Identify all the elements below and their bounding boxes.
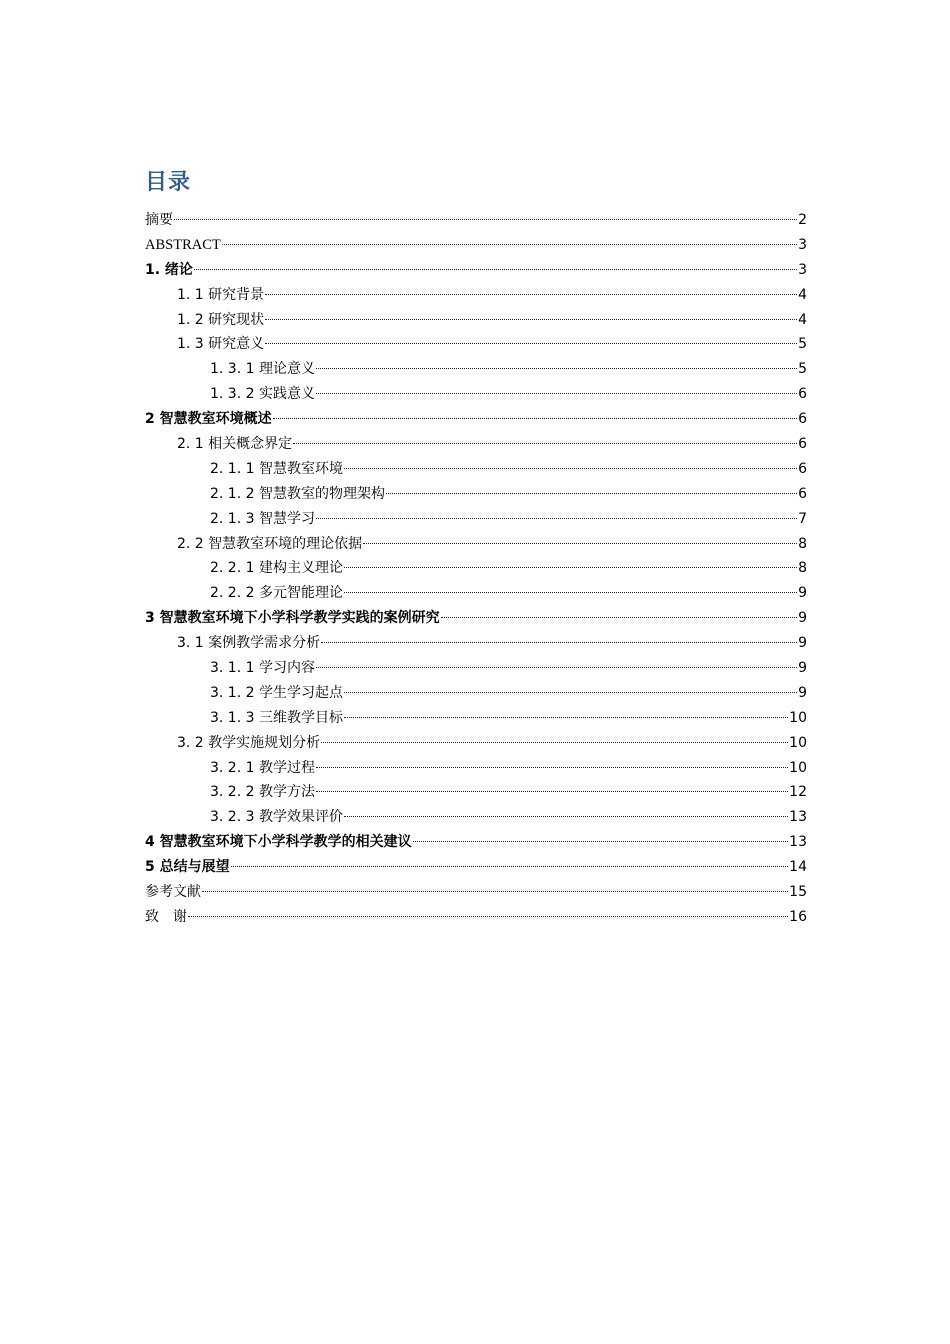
toc-entry-label: 摘要 [145, 212, 173, 228]
toc-entry-label: 3 智慧教室环境下小学科学教学实践的案例研究 [145, 610, 440, 627]
toc-leader-dots [316, 767, 788, 768]
toc-entry-page-number: 14 [789, 859, 807, 876]
toc-entry-label: 参考文献 [145, 884, 201, 901]
toc-entry-page-number: 5 [798, 361, 807, 378]
toc-entry-page-number: 12 [789, 784, 807, 801]
toc-entry-label: 1. 2 研究现状 [177, 311, 265, 328]
toc-entry-page-number: 10 [789, 734, 807, 751]
toc-entry[interactable] [145, 756, 807, 781]
toc-entry-label: 3. 1. 3 三维教学目标 [210, 709, 343, 726]
toc-entry[interactable] [145, 780, 807, 805]
toc-entry[interactable] [145, 556, 807, 581]
toc-entry[interactable] [145, 382, 807, 407]
toc-entry[interactable] [145, 830, 807, 855]
toc-entry-label: 2. 2 智慧教室环境的理论依据 [177, 535, 363, 552]
toc-entry[interactable] [145, 357, 807, 382]
toc-entry-label: 致 谢 [145, 908, 187, 925]
toc-leader-dots [202, 891, 788, 892]
toc-entry-page-number: 3 [798, 236, 807, 253]
toc-leader-dots [321, 642, 797, 643]
toc-entry[interactable] [145, 482, 807, 507]
toc-entry-page-number: 6 [798, 411, 807, 428]
toc-entry[interactable] [145, 731, 807, 756]
toc-entry[interactable] [145, 283, 807, 308]
toc-entry-label: 1. 3. 2 实践意义 [210, 386, 315, 403]
toc-entry-page-number: 13 [789, 834, 807, 851]
toc-leader-dots [222, 244, 797, 245]
toc-entry-page-number: 6 [798, 436, 807, 453]
toc-entry-page-number: 6 [798, 485, 807, 502]
toc-entry[interactable] [145, 656, 807, 681]
toc-leader-dots [265, 319, 797, 320]
toc-entry-label: 2. 1. 2 智慧教室的物理架构 [210, 485, 385, 502]
toc-leader-dots [316, 393, 797, 394]
toc-entry[interactable] [145, 631, 807, 656]
toc-leader-dots [273, 418, 797, 419]
toc-entry[interactable] [145, 332, 807, 357]
toc-entry-label: ABSTRACT [145, 236, 221, 253]
toc-entry-page-number: 10 [789, 759, 807, 776]
toc-leader-dots [344, 468, 797, 469]
toc-entry-page-number: 9 [798, 635, 807, 652]
toc-entry-label: 3. 2. 2 教学方法 [210, 784, 315, 801]
toc-leader-dots [386, 493, 797, 494]
toc-entry[interactable] [145, 457, 807, 482]
toc-leader-dots [316, 667, 797, 668]
toc-entry[interactable] [145, 233, 807, 258]
toc-entry-label: 3. 2. 3 教学效果评价 [210, 809, 343, 826]
toc-leader-dots [316, 368, 797, 369]
toc-entry-page-number: 9 [798, 585, 807, 602]
toc-leader-dots [344, 692, 797, 693]
toc-entry[interactable] [145, 581, 807, 606]
toc-leader-dots [231, 866, 789, 867]
toc-leader-dots [344, 816, 788, 817]
toc-entry-label: 3. 1 案例教学需求分析 [177, 635, 321, 652]
toc-leader-dots [316, 518, 797, 519]
toc-leader-dots [188, 916, 788, 917]
toc-entry-page-number: 9 [798, 660, 807, 677]
toc-leader-dots [344, 717, 788, 718]
toc-entry-label: 1. 3. 1 理论意义 [210, 361, 315, 378]
toc-leader-dots [194, 269, 797, 270]
toc-entry[interactable] [145, 606, 807, 631]
toc-entry-page-number: 4 [798, 311, 807, 328]
toc-entry-page-number: 3 [798, 261, 807, 278]
toc-entry-label: 1. 3 研究意义 [177, 336, 265, 353]
toc-entry[interactable] [145, 905, 807, 930]
toc-entry-label: 4 智慧教室环境下小学科学教学的相关建议 [145, 834, 412, 851]
toc-entry-page-number: 5 [798, 336, 807, 353]
toc-entry[interactable] [145, 432, 807, 457]
toc-entry-page-number: 7 [798, 510, 807, 527]
toc-entry-page-number: 15 [789, 884, 807, 901]
toc-entry-page-number: 4 [798, 286, 807, 303]
toc-entry[interactable] [145, 880, 807, 905]
toc-entry[interactable] [145, 706, 807, 731]
toc-entry[interactable] [145, 208, 807, 233]
toc-leader-dots [441, 617, 797, 618]
toc-entry-page-number: 2 [798, 212, 807, 228]
toc-entry-label: 2 智慧教室环境概述 [145, 411, 272, 428]
toc-entry-label: 2. 1 相关概念界定 [177, 436, 293, 453]
toc-list [145, 208, 807, 930]
toc-entry[interactable] [145, 855, 807, 880]
toc-entry-label: 1. 1 研究背景 [177, 286, 265, 303]
toc-entry-label: 1. 绪论 [145, 261, 193, 278]
toc-entry-page-number: 8 [798, 560, 807, 577]
toc-entry-page-number: 10 [789, 709, 807, 726]
toc-entry[interactable] [145, 805, 807, 830]
toc-entry-page-number: 9 [798, 610, 807, 627]
toc-entry-label: 5 总结与展望 [145, 859, 230, 876]
toc-entry-page-number: 9 [798, 684, 807, 701]
toc-leader-dots [344, 567, 797, 568]
toc-entry-label: 3. 2. 1 教学过程 [210, 759, 315, 776]
toc-leader-dots [316, 791, 788, 792]
toc-entry[interactable] [145, 681, 807, 706]
toc-leader-dots [363, 543, 797, 544]
toc-entry-page-number: 6 [798, 386, 807, 403]
toc-leader-dots [413, 841, 789, 842]
toc-entry-page-number: 8 [798, 535, 807, 552]
toc-entry-page-number: 16 [789, 908, 807, 925]
toc-entry-label: 3. 1. 2 学生学习起点 [210, 684, 343, 701]
toc-entry[interactable] [145, 407, 807, 432]
toc-entry-label: 2. 2. 1 建构主义理论 [210, 560, 343, 577]
toc-entry-page-number: 13 [789, 809, 807, 826]
toc-entry[interactable] [145, 507, 807, 532]
toc-entry-label: 2. 1. 3 智慧学习 [210, 510, 315, 527]
toc-title: 目录 [145, 170, 192, 195]
toc-leader-dots [265, 294, 797, 295]
toc-leader-dots [265, 343, 797, 344]
toc-entry-page-number: 6 [798, 460, 807, 477]
toc-leader-dots [293, 443, 797, 444]
toc-entry-label: 3. 1. 1 学习内容 [210, 660, 315, 677]
toc-entry[interactable] [145, 258, 807, 283]
toc-leader-dots [174, 219, 797, 220]
toc-entry-label: 3. 2 教学实施规划分析 [177, 734, 321, 751]
toc-leader-dots [321, 742, 788, 743]
toc-entry[interactable] [145, 308, 807, 333]
toc-entry-label: 2. 2. 2 多元智能理论 [210, 585, 343, 602]
toc-leader-dots [344, 592, 797, 593]
toc-entry[interactable] [145, 532, 807, 557]
toc-entry-label: 2. 1. 1 智慧教室环境 [210, 460, 343, 477]
